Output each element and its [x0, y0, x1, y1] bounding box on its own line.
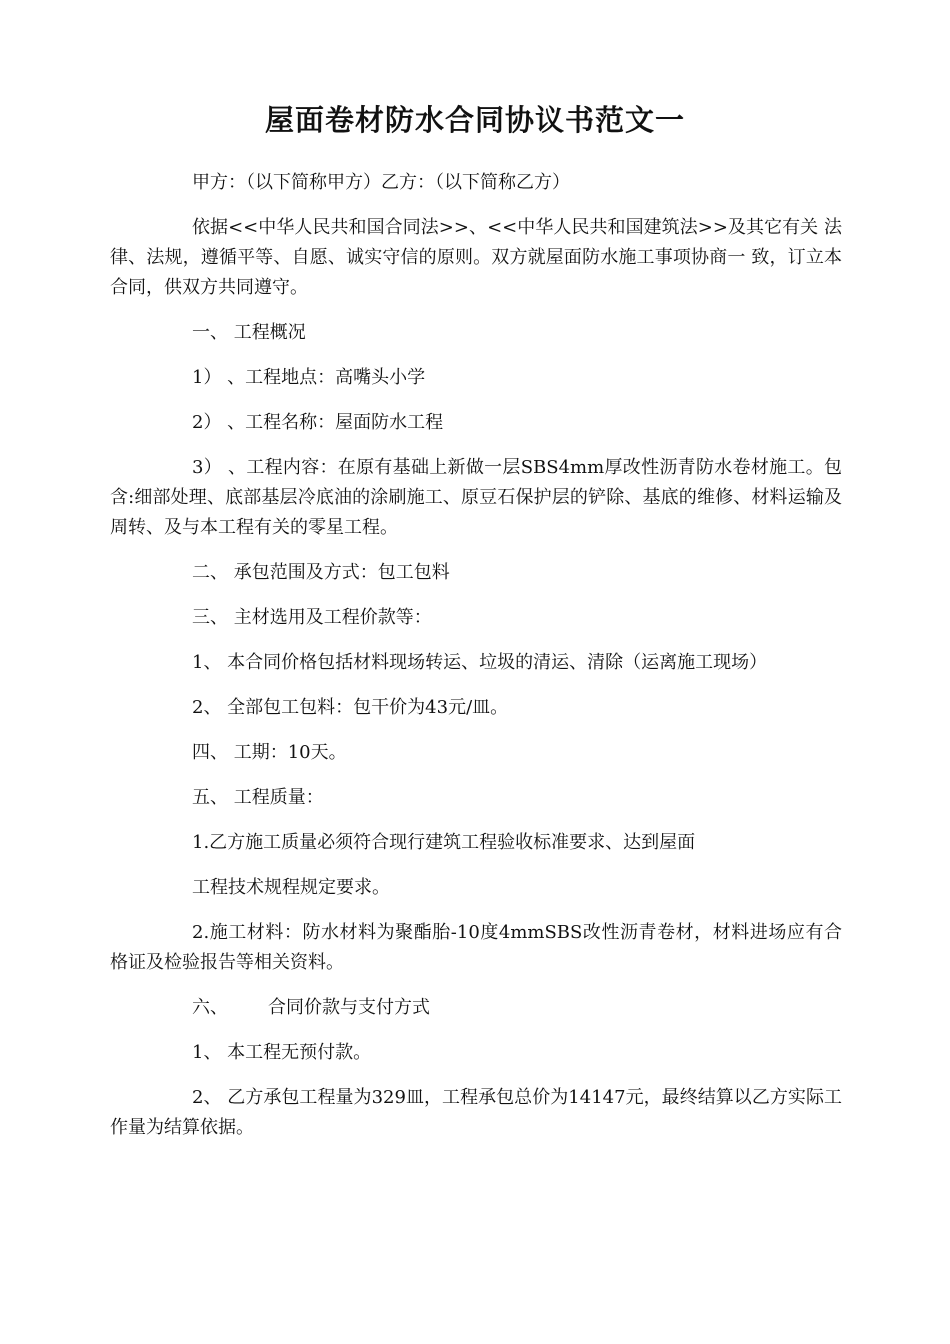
clause-quality-standard-continued: 工程技术规程规定要求。: [192, 877, 390, 898]
document-body: [110, 168, 842, 1158]
section-number-six: 六、: [192, 997, 228, 1018]
section-heading-scope: 二、 承包范围及方式：包工包料: [192, 562, 450, 583]
clause-price-includes: 1、 本合同价格包括材料现场转运、垃圾的清运、清除（运离施工现场）: [192, 652, 768, 673]
section-heading-duration: 四、 工期：10天。: [192, 742, 347, 763]
clause-no-advance-payment: 1、 本工程无预付款。: [192, 1042, 372, 1063]
section-heading-overview: 一、 工程概况: [192, 322, 306, 343]
clause-lump-sum-price: 2、 全部包工包料：包干价为43元/皿。: [192, 697, 509, 718]
clause-quality-standard: 1.乙方施工质量必须符合现行建筑工程验收标准要求、达到屋面: [192, 832, 696, 853]
clause-construction-materials: 2.施工材料：防水材料为聚酯胎-10度4mmSBS改性沥青卷材，材料进场应有合格证及检验报告等相关资料。: [110, 922, 842, 973]
document-title: 屋面卷材防水合同协议书范文一: [264, 103, 685, 137]
clause-project-content: 3） 、工程内容：在原有基础上新做一层SBS4mm厚改性沥青防水卷材施工。包含:细部处理、底部基层冷底油的涂刷施工、原豆石保护层的铲除、基底的维修、材料运输及周转、及与本工程有关的零星工程。: [110, 457, 842, 538]
clause-project-name: 2） 、工程名称：屋面防水工程: [192, 412, 444, 433]
preamble-paragraph: 依据<<中华人民共和国合同法>>、<<中华人民共和国建筑法>>及其它有关 法律、法规，遵循平等、自愿、诚实守信的原则。双方就屋面防水施工事项协商一 致，订立本合同，供双方共同遵守。: [110, 217, 842, 298]
section-heading-payment: [110, 993, 842, 1023]
clause-project-location: 1） 、工程地点：高嘴头小学: [192, 367, 426, 388]
section-heading-materials-price: 三、 主材选用及工程价款等：: [192, 607, 432, 628]
clause-settlement: 2、 乙方承包工程量为329皿，工程承包总价为14147元，最终结算以乙方实际工作量为结算依据。: [110, 1087, 842, 1138]
section-heading-quality: 五、 工程质量：: [192, 787, 324, 808]
parties-line: 甲方：（以下简称甲方）乙方：（以下简称乙方）: [192, 172, 570, 193]
section-title-payment: 合同价款与支付方式: [268, 997, 430, 1018]
